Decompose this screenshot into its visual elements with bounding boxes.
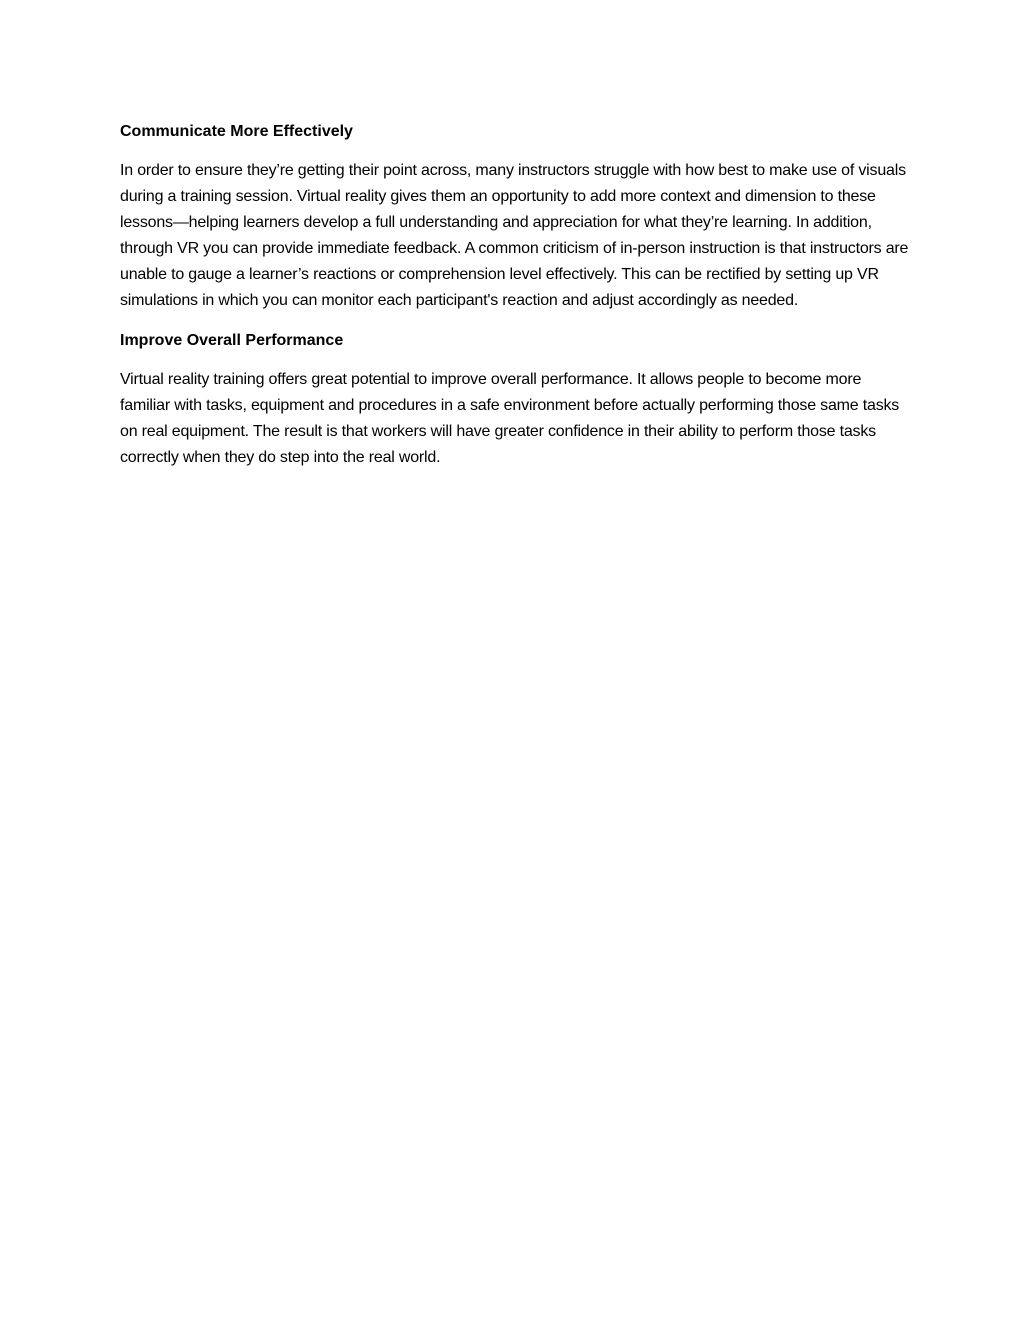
document-content: [120, 122, 910, 488]
section-heading-performance: Improve Overall Performance: [120, 332, 344, 349]
section-heading-communicate: Communicate More Effectively: [120, 123, 353, 140]
section-body-performance: Virtual reality training offers great potential to improve overall performance. It allows people to become more familiar with tasks, equipment and procedures in a safe environment before actually performing those same tasks on real equipment. The result is that workers will have greater confidence in their ability to perform those tasks correctly when they do step into the real world.: [120, 371, 900, 466]
section-body-communicate: In order to ensure they’re getting their point across, many instructors struggle with how best to make use of visuals during a training session. Virtual reality gives them an opportunity to add more context and dimension to these lessons—helping learners develop a full understanding and appreciation for what they’re learning. In addition, through VR you can provide immediate feedback. A common criticism of in-person instruction is that instructors are unable to gauge a learner’s reactions or comprehension level effectively. This can be rectified by setting up VR simulations in which you can monitor each participant's reaction and adjust accordingly as needed.: [120, 162, 909, 309]
